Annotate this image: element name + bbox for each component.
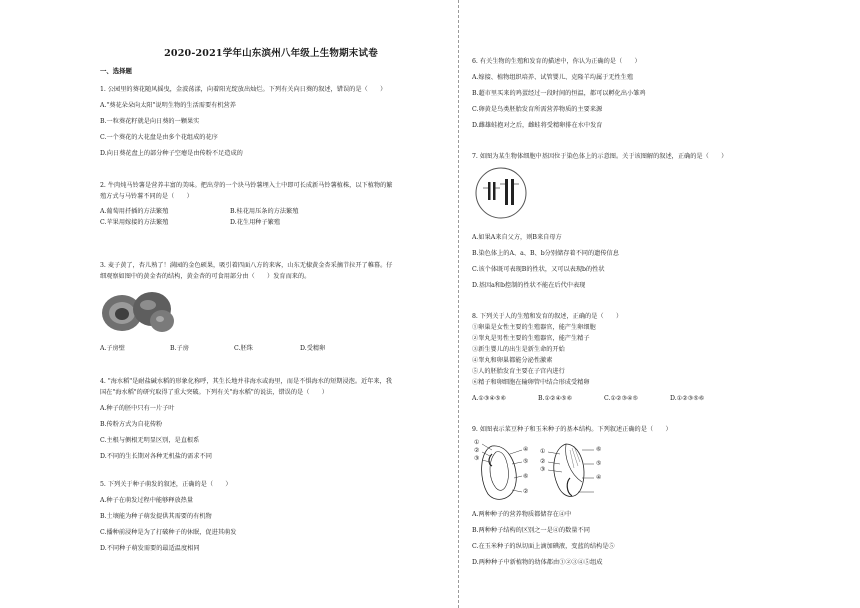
q7-option-c[interactable]: C.该个体既可表现B的性状，又可以表现b的性状: [472, 266, 605, 273]
right-column: [472, 0, 824, 608]
q2-option-d[interactable]: D.花生用种子繁殖: [230, 219, 281, 226]
q1-option-c[interactable]: C.一个葵花的大花盘是由多个花组成的花序: [100, 134, 218, 141]
q2-option-b[interactable]: B.桂花用压条的方法繁殖: [230, 208, 299, 215]
q2-stem-line2: 殖方式与马铃薯不同的是（ ）: [100, 193, 193, 200]
q2-option-a[interactable]: A.葡萄用扦插的方法繁殖: [100, 208, 169, 215]
q6-option-c[interactable]: C.卵黄是鸟类胚胎发育所需营养物质的主要来源: [472, 106, 603, 113]
q1-option-a[interactable]: A."葵花朵朵向太阳"说明生物的生活需要有机营养: [100, 102, 236, 109]
q9-option-a[interactable]: A.两种种子的营养物质都储存在④中: [472, 511, 572, 518]
q7-option-d[interactable]: D.基因a和b控制的性状不能在后代中表现: [472, 282, 586, 289]
q3-stem-line1: 3. 麦子黄了，杏儿熟了！满园的金色硕果，吸引着四面八方的来客，山东无棣黄金杏采摘节拉开了帷幕。仔: [100, 262, 393, 269]
corn-label-1: ①: [540, 448, 546, 455]
q8-statement-4: ④睾丸和卵巢都能分泌性激素: [472, 357, 553, 364]
bean-label-1: ①: [474, 439, 480, 446]
bean-label-4: ④: [523, 446, 529, 453]
bean-label-7: ②: [523, 488, 529, 495]
q4-option-c[interactable]: C.主根与侧根无明显区别，是直根系: [100, 437, 200, 444]
q7-stem: 7. 如图为某生物体细胞中基因位于染色体上的示意图。关于该图解的叙述，正确的是（ ）: [472, 153, 728, 160]
q8-statement-1: ①卵巢是女性主要的生殖器官，能产生卵细胞: [472, 324, 596, 331]
q3-stem-line2: 细观察如图中的黄金杏的结构，黄金杏的可食用部分由（ ）发育而来的。: [100, 273, 311, 280]
q8-option-d[interactable]: D.①②③⑤⑥: [670, 395, 705, 402]
q9-option-c[interactable]: C.在玉米种子的纵切面上滴加碘液，变蓝的结构是⑤: [472, 543, 615, 550]
bean-label-6: ⑥: [523, 473, 529, 480]
q5-stem: 5. 下列关于种子萌发的叙述，正确的是（ ）: [100, 481, 232, 488]
bean-label-2: ②: [474, 447, 480, 454]
seed-structure-figure: [474, 438, 624, 508]
q6-option-a[interactable]: A.嫁接、植物组织培养、试管婴儿、克隆羊均属于无性生殖: [472, 74, 634, 81]
corn-label-6: ④: [596, 474, 602, 481]
q1-option-d[interactable]: D.向日葵花盘上的部分种子空瘪是由传粉不足造成的: [100, 150, 243, 157]
q4-stem-line2: 国在"海水稻"的研究取得了重大突破。下列有关"海水稻"的说法，错误的是（ ）: [100, 389, 328, 396]
left-column: [96, 0, 446, 608]
q7-option-a[interactable]: A.如果A来自父方，则B来自母方: [472, 234, 562, 241]
q9-option-b[interactable]: B.两种种子结构的区别之一是④的数量不同: [472, 527, 590, 534]
q1-stem: 1. 公园里的葵花随风摇曳，金波荡漾，向着阳光绽放出灿烂。下列有关向日葵的叙述，错误的是（ ）: [100, 86, 387, 93]
q8-statement-6: ⑥精子和卵细胞在输卵管中结合形成受精卵: [472, 379, 590, 386]
q4-option-a[interactable]: A.种子的胚中只有一片子叶: [100, 405, 175, 412]
bean-label-5: ⑤: [523, 458, 529, 465]
q8-option-c[interactable]: C.①②③④⑤: [604, 395, 639, 402]
q4-option-b[interactable]: B.传粉方式为自花传粉: [100, 421, 163, 428]
q5-option-b[interactable]: B.土壤能为种子萌发提供其需要的有机物: [100, 513, 212, 520]
bean-label-3: ③: [474, 455, 480, 462]
q4-option-d[interactable]: D.不同的生长期对各种无机盐的需求不同: [100, 453, 212, 460]
q2-option-c[interactable]: C.苹果用嫁接的方法繁殖: [100, 219, 169, 226]
corn-label-5: ⑤: [596, 460, 602, 467]
q8-statement-2: ②睾丸是男性主要的生殖器官，能产生精子: [472, 335, 590, 342]
q8-statement-3: ③新生婴儿的出生是新生命的开始: [472, 346, 565, 353]
corn-label-2: ②: [540, 458, 546, 465]
q5-option-d[interactable]: D.不同种子萌发需要的最适温度相同: [100, 545, 200, 552]
q1-option-b[interactable]: B.一粒葵花籽就是向日葵的一颗果实: [100, 118, 200, 125]
q9-stem: 9. 如图表示菜豆种子和玉米种子的基本结构。下列叙述正确的是（ ）: [472, 426, 672, 433]
exam-title: 2020-2021学年山东滨州八年级上生物期末试卷: [164, 48, 378, 59]
q7-option-b[interactable]: B.染色体上的A、a、B、b分别储存着不同的遗传信息: [472, 250, 619, 257]
column-divider: [458, 0, 459, 608]
q3-option-c[interactable]: C.胚珠: [234, 345, 253, 352]
q5-option-a[interactable]: A.种子在萌发过程中能够释放热量: [100, 497, 194, 504]
q4-stem-line1: 4. "海水稻"是耐盐碱水稻的形象化称呼，其生长地并非海水或海里，而是不惧海水的短期浸泡。近年来，我: [100, 378, 392, 385]
q8-statement-5: ⑤人的胚胎发育主要在子宫内进行: [472, 368, 565, 375]
corn-label-3: ③: [540, 466, 546, 473]
q6-option-b[interactable]: B.超市里买来的鸡蛋经过一段时间的恒温，都可以孵化出小雏鸡: [472, 90, 646, 97]
q8-option-a[interactable]: A.①③④⑤⑥: [472, 395, 507, 402]
q6-option-d[interactable]: D.雌雄蛙抱对之后，雌蛙将受精卵排在水中发育: [472, 122, 603, 129]
q6-stem: 6. 有关生物的生殖和发育的描述中，你认为正确的是（ ）: [472, 58, 641, 65]
corn-label-4: ⑥: [596, 446, 602, 453]
q2-stem-line1: 2. 牛肉炖马铃薯是营养丰富的美味。把出芽的一个块马铃薯埋入土中即可长成新马铃薯植株，以下植物的繁: [100, 182, 393, 189]
q3-option-b[interactable]: B.子房: [170, 345, 189, 352]
q9-option-d[interactable]: D.两种种子中新植物的幼体都由①②③④⑤组成: [472, 559, 603, 566]
q8-option-b[interactable]: B.①②④⑤⑥: [538, 395, 573, 402]
chromosome-figure: [474, 166, 528, 220]
apricot-figure: [100, 287, 176, 335]
q8-stem: 8. 下列关于人的生殖和发育的叙述，正确的是（ ）: [472, 313, 623, 320]
q3-option-a[interactable]: A.子房壁: [100, 345, 125, 352]
q3-option-d[interactable]: D.受精卵: [300, 345, 326, 352]
q5-option-c[interactable]: C.播种前浸种是为了打破种子的休眠，促进其萌发: [100, 529, 237, 536]
section-heading: 一、选择题: [100, 67, 132, 75]
